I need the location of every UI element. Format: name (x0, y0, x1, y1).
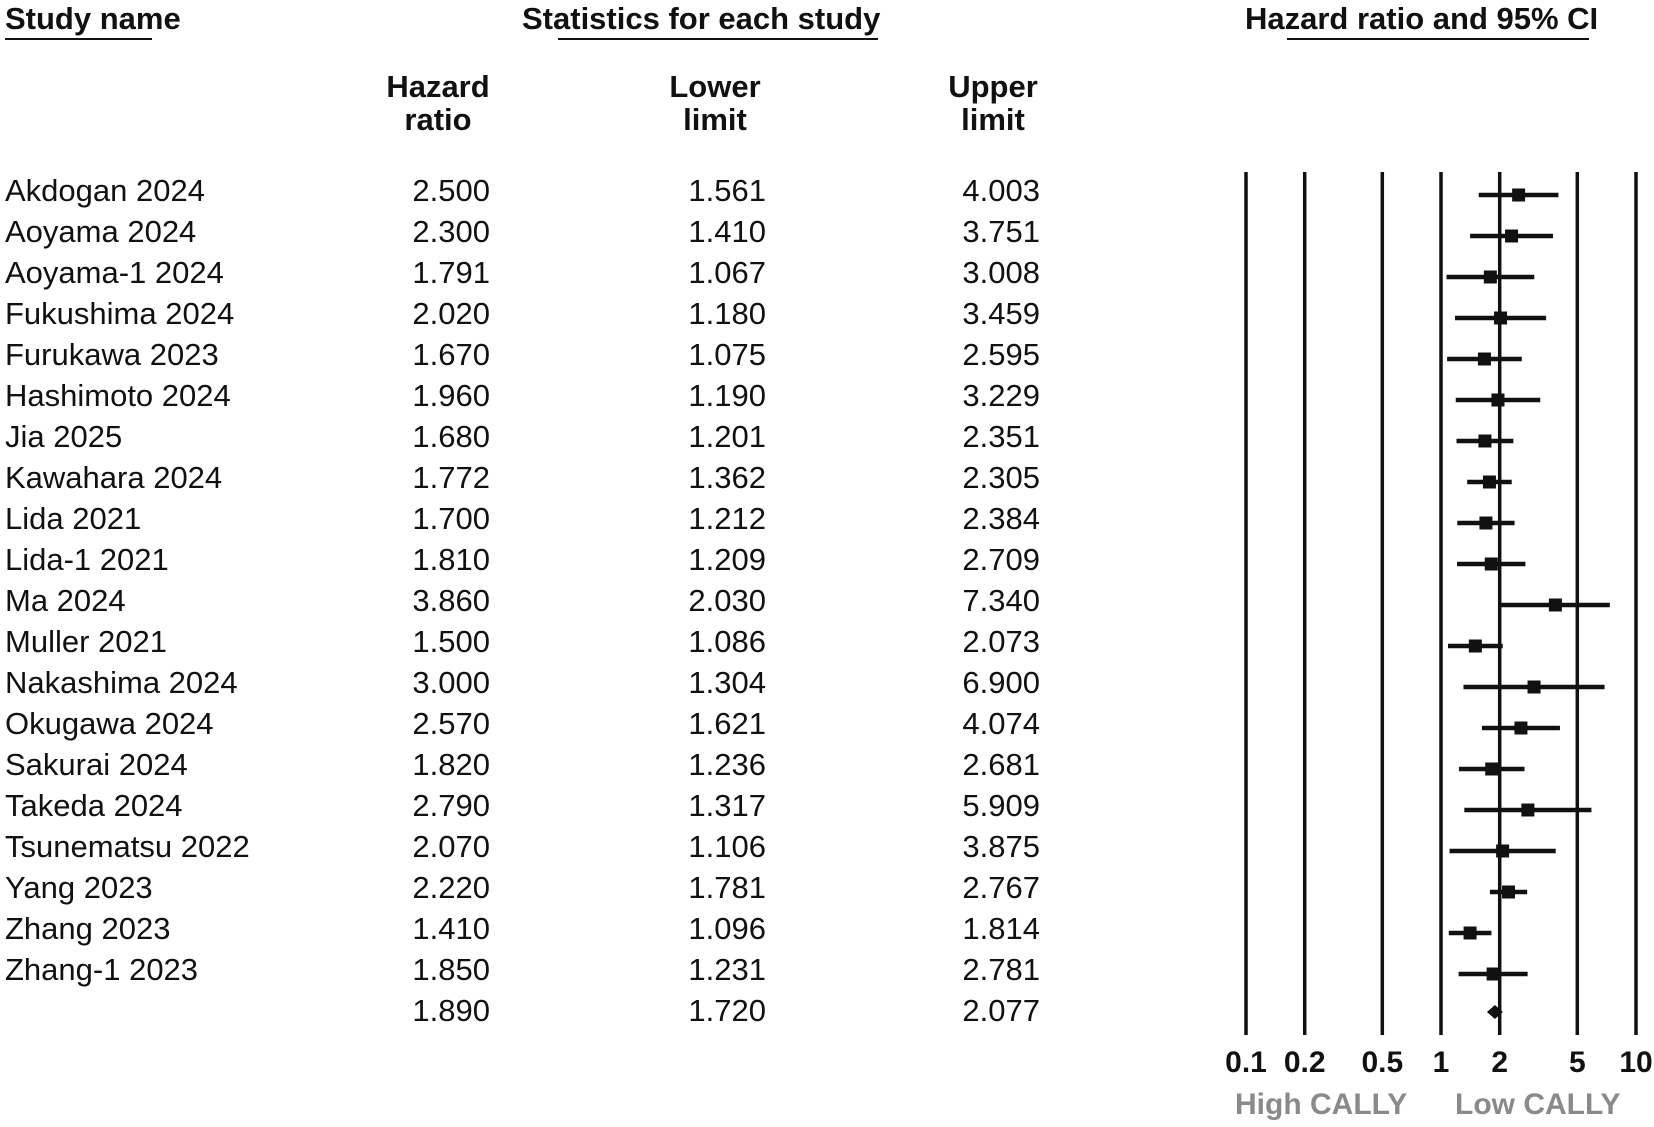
point-estimate-square (1478, 353, 1491, 366)
hazard-ratio-value: 2.220 (412, 870, 490, 905)
upper-limit-value: 3.875 (962, 829, 1040, 864)
x-tick-label: 0.5 (1361, 1046, 1404, 1079)
point-estimate-square (1479, 517, 1492, 530)
upper-limit-value: 3.459 (962, 296, 1040, 331)
point-estimate-square (1464, 927, 1477, 940)
lower-limit-value: 1.781 (688, 870, 766, 905)
study-name: Okugawa 2024 (5, 706, 214, 741)
point-estimate-square (1496, 845, 1509, 858)
point-estimate-square (1505, 230, 1518, 243)
study-name: Muller 2021 (5, 624, 167, 659)
upper-limit-value: 2.073 (962, 624, 1040, 659)
point-estimate-square (1549, 599, 1562, 612)
hazard-ratio-value: 3.000 (412, 665, 490, 700)
study-name: Zhang-1 2023 (5, 952, 199, 987)
hazard-ratio-value: 1.810 (412, 542, 490, 577)
study-name: Sakurai 2024 (5, 747, 188, 782)
point-estimate-square (1469, 640, 1482, 653)
lower-limit-value: 1.561 (688, 173, 766, 208)
upper-limit-value: 2.305 (962, 460, 1040, 495)
upper-limit-value: 2.077 (962, 993, 1040, 1028)
upper-limit-value: 3.229 (962, 378, 1040, 413)
hazard-ratio-value: 1.700 (412, 501, 490, 536)
hazard-ratio-value: 1.680 (412, 419, 490, 454)
upper-limit-value: 4.003 (962, 173, 1040, 208)
lower-limit-value: 1.720 (688, 993, 766, 1028)
lower-limit-value: 1.212 (688, 501, 766, 536)
hazard-ratio-value: 1.820 (412, 747, 490, 782)
study-name: Ma 2024 (5, 583, 126, 618)
direction-label-right: Low CALLY (1455, 1088, 1621, 1121)
lower-limit-value: 1.096 (688, 911, 766, 946)
lower-limit-value: 1.410 (688, 214, 766, 249)
point-estimate-square (1484, 271, 1497, 284)
study-name: Aoyama-1 2024 (5, 255, 224, 290)
hazard-ratio-value: 3.860 (412, 583, 490, 618)
lower-limit-value: 1.317 (688, 788, 766, 823)
upper-limit-value: 2.351 (962, 419, 1040, 454)
hazard-ratio-header-line2: ratio (404, 102, 472, 137)
upper-limit-header-line2: limit (961, 102, 1025, 137)
upper-limit-value: 7.340 (962, 583, 1040, 618)
point-estimate-square (1478, 435, 1491, 448)
hazard-ratio-header-line1: Hazard (386, 69, 490, 104)
point-estimate-square (1485, 763, 1498, 776)
lower-limit-value: 1.086 (688, 624, 766, 659)
study-name: Jia 2025 (5, 419, 123, 454)
point-estimate-square (1491, 394, 1504, 407)
study-name: Tsunematsu 2022 (5, 829, 250, 864)
point-estimate-square (1487, 968, 1500, 981)
upper-limit-value: 2.384 (962, 501, 1040, 536)
x-tick-label: 2 (1491, 1046, 1509, 1079)
x-tick-label: 1 (1432, 1046, 1450, 1079)
lower-limit-header-line2: limit (683, 102, 747, 137)
study-name: Yang 2023 (5, 870, 153, 905)
hazard-ratio-value: 1.670 (412, 337, 490, 372)
upper-limit-header-line1: Upper (948, 69, 1038, 104)
upper-limit-value: 2.595 (962, 337, 1040, 372)
lower-limit-value: 1.231 (688, 952, 766, 987)
hazard-ratio-value: 1.500 (412, 624, 490, 659)
lower-limit-value: 1.180 (688, 296, 766, 331)
point-estimate-square (1521, 804, 1534, 817)
hazard-ratio-value: 2.070 (412, 829, 490, 864)
upper-limit-value: 5.909 (962, 788, 1040, 823)
hazard-ratio-value: 2.790 (412, 788, 490, 823)
plot-title-header: Hazard ratio and 95% CI (1245, 1, 1599, 36)
lower-limit-value: 2.030 (688, 583, 766, 618)
study-name: Nakashima 2024 (5, 665, 238, 700)
hazard-ratio-value: 1.410 (412, 911, 490, 946)
study-name: Takeda 2024 (5, 788, 183, 823)
lower-limit-value: 1.362 (688, 460, 766, 495)
lower-limit-value: 1.075 (688, 337, 766, 372)
point-estimate-square (1494, 312, 1507, 325)
point-estimate-square (1485, 558, 1498, 571)
upper-limit-value: 2.681 (962, 747, 1040, 782)
point-estimate-square (1502, 886, 1515, 899)
upper-limit-value: 1.814 (962, 911, 1040, 946)
x-tick-label: 10 (1619, 1046, 1653, 1079)
hazard-ratio-value: 2.500 (412, 173, 490, 208)
study-name: Kawahara 2024 (5, 460, 223, 495)
study-name: Hashimoto 2024 (5, 378, 231, 413)
upper-limit-value: 6.900 (962, 665, 1040, 700)
hazard-ratio-value: 1.772 (412, 460, 490, 495)
lower-limit-value: 1.209 (688, 542, 766, 577)
hazard-ratio-value: 1.960 (412, 378, 490, 413)
lower-limit-value: 1.067 (688, 255, 766, 290)
point-estimate-square (1483, 476, 1496, 489)
lower-limit-value: 1.621 (688, 706, 766, 741)
upper-limit-value: 2.767 (962, 870, 1040, 905)
study-name: Furukawa 2023 (5, 337, 219, 372)
point-estimate-square (1528, 681, 1541, 694)
statistics-header: Statistics for each study (522, 1, 881, 36)
hazard-ratio-value: 1.850 (412, 952, 490, 987)
hazard-ratio-value: 1.890 (412, 993, 490, 1028)
study-name: Zhang 2023 (5, 911, 171, 946)
lower-limit-header-line1: Lower (669, 69, 761, 104)
upper-limit-value: 4.074 (962, 706, 1040, 741)
x-tick-label: 0.2 (1283, 1046, 1326, 1079)
lower-limit-value: 1.201 (688, 419, 766, 454)
point-estimate-square (1514, 722, 1527, 735)
upper-limit-value: 3.008 (962, 255, 1040, 290)
study-name: Akdogan 2024 (5, 173, 205, 208)
upper-limit-value: 2.709 (962, 542, 1040, 577)
study-name: Lida 2021 (5, 501, 142, 536)
hazard-ratio-value: 1.791 (412, 255, 490, 290)
upper-limit-value: 2.781 (962, 952, 1040, 987)
lower-limit-value: 1.304 (688, 665, 766, 700)
point-estimate-square (1512, 189, 1525, 202)
x-tick-label: 0.1 (1225, 1046, 1267, 1079)
hazard-ratio-value: 2.300 (412, 214, 490, 249)
lower-limit-value: 1.236 (688, 747, 766, 782)
study-name: Aoyama 2024 (5, 214, 197, 249)
x-tick-label: 5 (1568, 1046, 1586, 1079)
hazard-ratio-value: 2.570 (412, 706, 490, 741)
upper-limit-value: 3.751 (962, 214, 1040, 249)
lower-limit-value: 1.190 (688, 378, 766, 413)
study-name: Fukushima 2024 (5, 296, 235, 331)
hazard-ratio-value: 2.020 (412, 296, 490, 331)
study-name-header: Study name (5, 1, 181, 36)
direction-label-left: High CALLY (1235, 1088, 1408, 1121)
lower-limit-value: 1.106 (688, 829, 766, 864)
study-name: Lida-1 2021 (5, 542, 169, 577)
